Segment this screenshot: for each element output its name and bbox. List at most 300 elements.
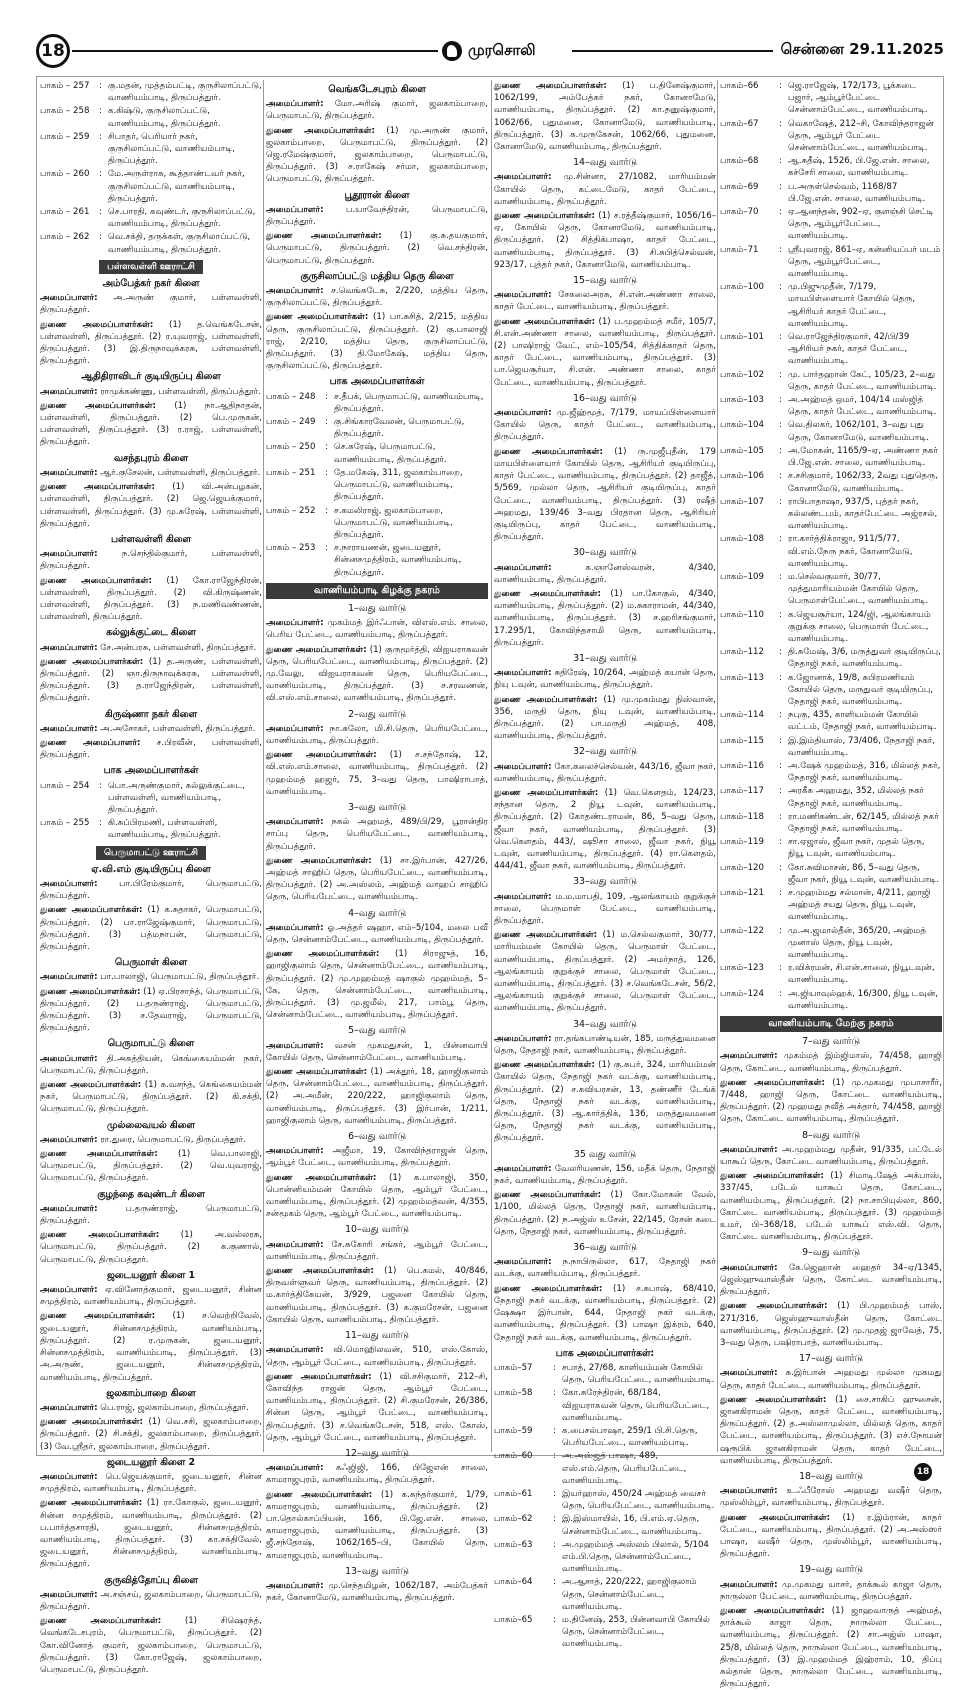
booth-number: பாகம் – 257 [40, 81, 90, 91]
member-names: ரா.துரை, பெருமாபட்டு, திருப்பத்தூர். [97, 1134, 246, 1145]
booth-entry [494, 1425, 716, 1449]
booth-member: சிபாதர், பெரியார் நகர், குருசிலாப்பட்டு, வாணியம்பாடி, திருப்பத்தூர். [108, 131, 235, 167]
booth-number: பாகம்–57 [494, 1362, 533, 1373]
role-label: அமைப்பாளர்: [40, 972, 98, 983]
booth-entry [720, 887, 942, 924]
ward-heading: 7–வது வார்டு [802, 1036, 860, 1048]
separator: : [325, 543, 328, 554]
member-paragraph [266, 1489, 488, 1562]
booth-entry [266, 542, 488, 579]
member-paragraph [266, 723, 488, 747]
booth-entry [494, 1614, 716, 1651]
booth-number: பாகம்–66 [720, 81, 759, 91]
role-label: அமைப்பாளர்: [40, 723, 98, 734]
member-paragraph [266, 125, 488, 186]
member-paragraph [266, 749, 488, 798]
role-label: அமைப்பாளர்: [720, 1144, 778, 1155]
member-paragraph [494, 316, 716, 389]
member-names: (1) அக்தூர், 18, ஹாஜிகுலாம் தெரு, சென்னாம்பேட்டை, வாணியம்பாடி, திருப்பத்தூர். (2) அ.அமீன், 220/222, ஹாஜிகுலாம் தெரு, வாணியம்பாடி, திருப்பத்தூர். (3) இர்பான், 1/211, ஹாஜிகுலாம் தெரு, வாணியம்பாடி, திருப்பத்தூர். [266, 1067, 488, 1126]
role-label: துணை அமைப்பாளர்கள்: [266, 1371, 372, 1382]
branch-heading: குழந்தை கவுண்டர் கிளை [97, 1188, 205, 1200]
booth-entry [720, 80, 942, 117]
separator: : [99, 232, 102, 243]
booth-member: ப.அருள்செல்வம், 1168/87 பி.ஜே.என். சாலை, வாணியம்பாடி. [788, 181, 926, 204]
member-paragraph [494, 1059, 716, 1144]
member-paragraph [40, 642, 262, 654]
booth-member: ஆ.சுதீஷ், 1526, பி.ஜே.என். சாலை, கச்சேரி சாலை, வாணியம்பாடி. [788, 156, 930, 179]
member-names: பெ.ராஜ், ஜலகாம்பாறை, திருப்பத்தூர். [97, 1402, 249, 1413]
member-names: (1) மு.முகம்மது நிஸ்வான், 356, மருதி தெரு, நியு டவுன், வாணியம்பாடி, திருப்பத்தூர். (2) பா.மருதி அஹ்மத், 408, வாணியம்பாடி, திருப்பத்தூர். [494, 694, 716, 742]
branch-heading: ஜலகாம்பாறை கிளை [106, 1387, 196, 1399]
member-names: (1) பெ.கமல், 40/846, திருவள்ளுவர் தெரு, வாணியம்பாடி, திருப்பத்தூர். (2) ம.கார்த்திகேயன், 3/929, பஜனை கோயில் தெரு, வாணியம்பாடி, திருப்பத்தூர். (3) க.குமரேசன், பஜனை கோயில் தெரு, வாணியம்பாடி, திருப்பத்தூர். [266, 1266, 488, 1325]
member-names: ச.பிரவீன், பள்ளவள்ளி, திருப்பத்தூர். [40, 737, 262, 761]
booth-member: தே.மகேஷ், 311, ஜலகாம்பாறை, பெருமாபட்டு, வாணியம்பாடி, திருப்பத்தூர். [334, 467, 463, 503]
separator: : [325, 417, 328, 428]
role-label: அமைப்பாளர்: [720, 1579, 778, 1590]
role-label: அமைப்பாளர்: [494, 1163, 552, 1174]
booth-number: பாகம் – 261 [40, 207, 90, 218]
booth-entry [494, 1450, 716, 1487]
member-paragraph [266, 1580, 488, 1604]
separator: : [325, 391, 328, 402]
member-names: கஃஜிஜி, 166, பிஜேஎன் சாலை, காமராஜபுரம், வாணியம்பாடி, திருப்பத்தூர். [266, 1463, 488, 1486]
column-divider [263, 80, 264, 1452]
branch-heading: பாக அமைப்பாளர்கள் [329, 376, 425, 388]
booth-number: பாகம்–114 [720, 710, 764, 721]
member-names: அஜீமா, 19, கோவிந்தராஜன் தெரு, ஆம்பூர் பேட்டை, வாணியம்பாடி, திருப்பத்தூர். [266, 1146, 488, 1169]
booth-entry [720, 609, 942, 646]
role-label: அமைப்பாளர்: [266, 723, 324, 734]
member-names: சு.இர்பான் அஹமது முல்லா முகமது தெரு, காதர் பேட்டை, வாணியம்பாடி, திருப்பத்தூர். [720, 1368, 942, 1391]
booth-entry [40, 80, 262, 104]
booth-entry [720, 496, 942, 533]
booth-member: ச.முஹம்மது சல்மான், 4/211, ஹாஜி அஹ்மத் சயது தெரு, நியூ டவுன், வாணியம்பாடி. [788, 888, 931, 923]
booth-number: பாகம்–120 [720, 862, 764, 873]
separator: : [779, 207, 782, 218]
member-paragraph [40, 1471, 262, 1495]
column-4 [720, 80, 943, 1690]
booth-number: பாகம் – 255 [40, 818, 90, 829]
booth-entry [266, 505, 488, 542]
booth-entry [720, 836, 942, 860]
member-names: (1) பா.கோகுல், 4/340, வாணியம்பாடி, திருப்பத்தூர். (2) ம.சுகாராமன், 44/340, வாணியம்பாடி, திருப்பத்தூர். (3) ச.ஹரிசங்குமார், 17.295/1, கோவிந்தசாமி தெரு, வாணியம்பாடி, திருப்பத்தூர். [494, 588, 716, 648]
role-label: அமைப்பாளர்: [266, 99, 324, 110]
booth-member: மு. பார்தஹான் கேட், 105/23, 2–வது தெரு, காதர் பேட்டை, வாணியம்பாடி. [788, 369, 937, 392]
dateline: சென்னை 29.11.2025 [773, 40, 944, 60]
booth-entry [720, 571, 942, 608]
footer-page-number: 18 [914, 1463, 932, 1481]
booth-entry [720, 862, 942, 886]
member-names: மு.சின்னா, 27/1082, மாரியம்மன் கோயில் தெரு, கட்டைமேடு, காதர் பேட்டை, வாணியம்பாடி, திருப்பத்தூர். [494, 172, 716, 207]
member-paragraph [40, 986, 262, 1035]
ward-heading: 32–வது வார்டு [573, 746, 637, 758]
member-names: (1) க.பாலாஜி, 350, பொன்னியம்மன் கோயில் தெரு, ஆம்பூர் பேட்டை, வாணியம்பாடி, திருப்பத்தூர். (2) முஹம்மத்வன், 4/355, சன்மூகம் தெரு, ஆம்பூர் பேட்டை, வாணியம்பாடி. [266, 1172, 488, 1220]
booth-member: க.ஜெயசூர்யா, 124/ஜி, ஆலங்காயம் குறுக்கு சாலை, பெருமாள் பேட்டை, வாணியம்பாடி. [788, 609, 931, 644]
booth-number: பாகம்–101 [720, 332, 764, 343]
separator: : [779, 282, 782, 293]
member-names: (1) ப.தினேஷ்குமார், 1062/199, அம்பேத்கர் நகர், கோனாமேடு, வாணியம்பாடி, திருப்பத்தூர். (2) கா.தனுஷ்குமார், 1062/66, புதுமனை, கோனாமேடு, வாணியம்பாடி, திருப்பத்தூர். (3) க.முருகேசன், 1062/66, புதுமனை, கோனாமேடு, வாணியம்பாடி, திருப்பத்தூர். [494, 81, 716, 153]
role-label: துணை அமைப்பாளர்கள்: [266, 231, 382, 242]
member-paragraph [720, 1144, 942, 1168]
booth-number: பாகம்–64 [494, 1577, 533, 1588]
paper-name: முரசொலி [468, 41, 536, 59]
member-names: (1) த.வெங்கடேசன், பள்ளவள்ளி, திருப்பத்தூர். (2) ர.யுவராஜ், பள்ளவள்ளி, திருப்பத்தூர். (3) இ.திருநாவுக்கரசு, பள்ளவள்ளி, திருப்பத்தூர். [40, 319, 262, 367]
ward-heading: 30–வது வார்டு [573, 547, 637, 559]
separator: : [779, 118, 782, 129]
booth-number: பாகம்–124 [720, 988, 764, 999]
booth-member: கி.சுப்பிரமணி, பள்ளவள்ளி, வாணியம்பாடி, திருப்பத்தூர். [108, 818, 221, 841]
member-paragraph [494, 171, 716, 208]
member-names: முகம்மத் இர்ஃபான், விஎஸ்.எம். சாலை, பெரிய பேட்டை, வாணியம்பாடி, திருப்பத்தூர். [266, 618, 488, 641]
member-names: (1) க.வசந்த், கெங்கையம்மன் நகர், பெருமாபட்டு, திருப்பத்தூர். (2) கி.சக்தி, பெருமாபட்டு, திருப்பத்தூர். [40, 1080, 262, 1115]
member-paragraph [40, 319, 262, 368]
member-paragraph [494, 1033, 716, 1057]
booth-number: பாகம்–105 [720, 445, 764, 456]
ward-heading: 12–வது வார்டு [345, 1447, 409, 1459]
member-paragraph [494, 562, 716, 586]
booth-number: பாகம்–116 [720, 760, 764, 771]
member-paragraph [266, 816, 488, 853]
ward-heading: 36–வது வார்டு [573, 1242, 637, 1254]
member-paragraph [266, 1344, 488, 1368]
member-paragraph [266, 644, 488, 705]
role-label: துணை அமைப்பாளர்கள்: [494, 787, 599, 798]
separator: : [779, 471, 782, 482]
separator: : [779, 735, 782, 746]
booth-member: ர.விக்ரமன், சி.என்.சாலை, நியூடவுன், வாணியம்பாடி. [788, 963, 935, 986]
separator: : [779, 156, 782, 167]
booth-number: பாகம்–69 [720, 181, 759, 192]
role-label: துணை அமைப்பாளர்கள்: [720, 1171, 824, 1182]
booth-entry [266, 416, 488, 440]
member-paragraph [720, 1579, 942, 1603]
member-paragraph [40, 1416, 262, 1453]
booth-entry [720, 419, 942, 443]
separator: : [553, 1451, 556, 1462]
member-names: மு.செந்தமிழன், 1062/187, அம்பேத்கர் நகர், கோனாமேடு, வாணியம்பாடி, திருப்பத்தூர். [266, 1580, 488, 1604]
separator: : [779, 244, 782, 255]
member-names: (1) வெ.சசி, ஜலகாம்பாறை, திருப்பத்தூர். (2) சி.சக்தி, ஜலகாம்பாறை, திருப்பத்தூர். (3) வே.ஸ்ரீதர், ஜலகாம்பாறை, திருப்பத்தூர். [40, 1417, 262, 1452]
separator: : [779, 811, 782, 822]
member-names: உ.ஃபீரோஸ் அஹமது வஷீர் தெரு, முஸ்லிம்பூர், வாணியம்பாடி, திருப்பத்தூர். [720, 1486, 942, 1509]
member-paragraph [494, 407, 716, 444]
ward-heading: 34–வது வார்டு [573, 1018, 637, 1030]
role-label: அமைப்பாளர்: [40, 549, 98, 560]
member-names: ம.ம.மாபதி, 109, ஆலங்காயம் குறுக்குச் சாலை, பெருமாள் பேட்டை, வாணியம்பாடி, திருப்பத்தூர். [494, 891, 716, 926]
separator: : [779, 181, 782, 192]
role-label: துணை அமைப்பாளர்கள்: [40, 656, 144, 667]
member-paragraph [266, 285, 488, 309]
ward-heading: 3–வது வார்டு [348, 801, 406, 813]
separator: : [779, 395, 782, 406]
branch-heading: முல்லைவயல் கிளை [107, 1119, 195, 1131]
ward-heading: 13–வது வார்டு [345, 1565, 409, 1577]
member-names: ராமுக்கண்ணு, பள்ளவள்ளி, திருப்பத்தூர். [97, 386, 261, 397]
branch-heading: வெங்கடேசபுரம் கிளை [328, 84, 426, 95]
member-names: நசுல் அஹமத், 489/பி/29, பூரான்திர சாப்பு தெரு, பெரியபேட்டை, வாணியம்பாடி, திருப்பத்தூர். [266, 817, 488, 852]
separator: : [99, 169, 102, 180]
member-paragraph [266, 855, 488, 904]
booth-number: பாகம் – 262 [40, 232, 90, 243]
separator: : [779, 369, 782, 380]
booth-entry [40, 168, 262, 205]
member-names: (1) வெ.கௌதம், 124/23, சந்தான தெரு, 2 நியூ டவுன், வாணியம்பாடி, திருப்பத்தூர். (2) கோதண்டராமன், 86, 5–வது தெரு, ஜீவா நகர், வாணியம்பாடி, திருப்பத்தூர். (3) வெ.கௌதம், 443/, ஷூசா சாலை, ஜீவா நகர், நியூ டவுன், வாணியம்பாடி, திருப்பத்தூர். (4) ரா.கௌதம், 444/41, ஜீவா நகர், வாணியம்பாடி, திருப்பத்தூர். [494, 787, 716, 872]
separator: : [779, 534, 782, 545]
ward-heading: 4–வது வார்டு [348, 907, 406, 919]
booth-number: பாகம் – 259 [40, 131, 90, 142]
booth-number: பாகம் – 248 [266, 391, 316, 402]
member-names: (1) வெ.பாலாஜி, பெருமாபட்டு, திருப்பத்தூர். (2) வெ.யுவராஜ், பெருமாபட்டு, திருப்பத்தூர். [40, 1149, 262, 1184]
separator: : [553, 1514, 556, 1525]
role-label: துணை அமைப்பாளர்கள்: [494, 81, 607, 91]
role-label: துணை அமைப்பாளர்கள்: [266, 1266, 374, 1277]
separator: : [779, 888, 782, 898]
role-label: துணை அமைப்பாளர்கள்: [40, 905, 143, 916]
booth-member: அ.ஆசாத், 220/222, ஹாஜிகுலாம் தெரு, சென்னாம்பேட்டை, வாணியம்பாடி. [562, 1577, 697, 1612]
booth-member: ரா.கார்த்திக்ராஜா, 911/5/77, வி.எம்.நேரு நகர், கோனாமேடு, வாணியம்பாடி. [788, 534, 913, 569]
member-paragraph [720, 1485, 942, 1509]
member-names: நா.சுலோ, மி.சி.தெரு, பெரியபேட்டை, வாணியம்பாடி, திருப்பத்தூர். [266, 723, 488, 746]
role-label: துணை அமைப்பாளர்கள்: [266, 1489, 373, 1500]
role-label: துணை அமைப்பாளர்கள்: [40, 1080, 142, 1091]
role-label: துணை அமைப்பாளர்கள்: [720, 1077, 825, 1088]
booth-member: தி.சுமேஷ், 3/6, மருத்துவர் குடியிருப்பு, நேதாஜி நகர், வாணியம்பாடி. [788, 647, 941, 670]
booth-member: இ.இஸ்மாயில், 16, பி.எம்.ஏ.தெரு, சென்னாம்பேட்டை, வாணியம்பாடி. [562, 1514, 702, 1537]
member-paragraph [40, 656, 262, 705]
booth-number: பாகம் – 254 [40, 780, 90, 791]
member-paragraph [40, 1229, 262, 1266]
member-paragraph [494, 891, 716, 928]
role-label: அமைப்பாளர்: [494, 1257, 552, 1268]
booth-member: அ.ஷேக் முஹம்மத், 316, மில்லத் நகர், நேதாஜி நகர், வாணியம்பாடி. [788, 760, 941, 784]
role-label: துணை அமைப்பாளர்கள்: [494, 588, 601, 599]
role-label: துணை அமைப்பாளர்கள்: [494, 316, 596, 327]
member-names: (1) ஏ.பிரசாந்த், பெருமாபட்டு, திருப்பத்தூர். (2) ப.தருண்ராஜ், பெருமாபட்டு, திருப்பத்தூர். (3) ச.தேவராஜ், பெருமாபட்டு, திருப்பத்தூர். [40, 986, 263, 1034]
ward-heading: 35 வது வார்டு [573, 1148, 637, 1160]
role-label: அமைப்பாளர்: [40, 1589, 98, 1600]
member-names: க.ஞானேஸ்வரன், 4/340, வாணியம்பாடி, திருப்பத்தூர். [494, 562, 716, 585]
booth-entry [494, 1576, 716, 1613]
role-label: துணை அமைப்பாளர்கள்: [266, 949, 380, 960]
member-paragraph [40, 575, 262, 624]
booth-entry [494, 1387, 716, 1424]
booth-number: பாகம்–63 [494, 1539, 533, 1550]
booth-member: ஜெ.ராஜேஷ், 172/173, பூக்கடை பஜார், ஆம்பூர்பேட்டை சென்னாம்பேட்டை, வாணியம்பாடி. [788, 81, 928, 116]
booth-member: மு.பிஜுமுதீன், 7/179, மாயபிள்ளையார் கோயில் தெரு, ஆசிரியர் காதர் பேட்டை, வாணியம்பாடி. [788, 282, 916, 329]
booth-number: பாகம்–62 [494, 1514, 533, 1525]
header-rule-left [72, 50, 438, 52]
member-paragraph [494, 289, 716, 313]
member-paragraph [40, 1589, 262, 1613]
ward-heading: 14–வது வார்டு [573, 157, 637, 169]
member-names: பெ.ஜெயக்குமார், ஜடையனூர், சின்ன சமுத்திரம், வாணியம்பாடி, திருப்பத்தூர். [40, 1471, 262, 1495]
member-names: (1) கு.சுபர், 324, மாரியம்மன் கோயில் தெரு, நேதாஜி நகர் வடக்கு, வாணியம்பாடி, திருப்பத்தூர். (2) ச.கவியரசன், 13, தண்ணீர் டேங்க் தெரு, நேதாஜி நகர் வடக்கு, வாணியம்பாடி, திருப்பத்தூர். (3) ஆ.கார்த்திக், 136, மருத்துவமனை தெரு, நேதாஜி நகர் வடக்கு, வாணியம்பாடி, திருப்பத்தூர். [494, 1060, 717, 1144]
ward-heading: 11–வது வார்டு [345, 1330, 409, 1342]
member-names: (1) ஜாஹவாருத் அஹ்மத், தாக்கூல் காஜா தெரு, நாருல்லா பேட்டை, வாணியம்பாடி, திருப்பத்தூர். (2) சா.அஜ்ஸ் பாஷா, 25/8, மில்லத் தெரு, நாருல்லா பேட்டை, வாணியம்பாடி, திருப்பத்தூர். (3) இ.முஹம்மத் இஹ்ராம், 10, திப்பு சுல்தான் தெரு, நாருல்லா பேட்டை, வாணியம்பாடி, திருப்பத்தூர். [720, 1605, 942, 1690]
booth-number: பாகம் – 252 [266, 505, 316, 516]
member-paragraph [266, 922, 488, 946]
booth-entry [720, 445, 942, 469]
booth-entry [720, 988, 942, 1012]
member-paragraph [40, 1310, 262, 1383]
booth-entry [720, 533, 942, 570]
separator: : [553, 1388, 556, 1399]
ward-heading: 31–வது வார்டு [573, 652, 637, 664]
member-paragraph [266, 1239, 488, 1263]
booth-entry [720, 281, 942, 330]
member-names: ரா.தங்கபாண்டியன், 185, மருத்துவமனை தெரு, நேதாஜி நகர், வாணியம்பாடி, திருப்பத்தூர். [494, 1033, 716, 1057]
role-label: அமைப்பாளர்: [40, 467, 98, 478]
member-paragraph [720, 1077, 942, 1126]
separator: : [779, 609, 782, 620]
booth-member: ம.தினேஷ், 253, பின்னவாபி கோயில் தெரு, சென்னாம்பேட்டை, வாணியம்பாடி. [562, 1614, 710, 1650]
member-names: (1) க.சுந்தர்குமார், 1/79, காமராஜபுரம், வாணியம்பாடி, திருப்பத்தூர். (2) பா.தொல்காப்பியன், 166, பி.ஜே.என். சாலை, காமராஜபுரம், வாணியம்பாடி, திருப்பத்தூர். (3) ஜீ.சந்தோஷ், 1062/165–பி, கோயில் தெரு, காமராஜபுரம், வாணியம்பாடி. [266, 1489, 488, 1561]
booth-entry [494, 1539, 716, 1576]
separator: : [325, 467, 328, 478]
masthead-logo [438, 38, 568, 64]
member-paragraph [40, 1203, 262, 1227]
role-label: துணை அமைப்பாளர்கள்: [266, 855, 372, 866]
member-paragraph [494, 210, 716, 271]
branch-heading: வசந்தபுரம் கிளை [114, 452, 188, 464]
booth-member: ச.நாராயணன், ஜடையனூர், சின்னசமுத்திரம், வாணியம்பாடி, திருப்பத்தூர். [334, 543, 462, 578]
separator: : [99, 131, 102, 142]
ward-heading: 9–வது வார்டு [802, 1247, 860, 1259]
booth-entry [720, 760, 942, 784]
member-paragraph [266, 1265, 488, 1326]
booth-member: சபாத், 27/68, காளியம்மன் கோயில் தெரு, பெரியபேட்டை, வாணியம்பாடி. [562, 1362, 715, 1386]
member-paragraph [266, 204, 488, 228]
member-names: (1) ர.இம்ரான், காதர் பேட்டை, வாணியம்பாடி, திருப்பத்தூர். (2) அ.அஸ்ஸர் பாஷா, வஷீர் தெரு, முஸ்லிம்பூர், வாணியம்பாடி, திருப்பத்தூர். [720, 1512, 942, 1560]
member-names: சே.அன்பரசு, பள்ளவள்ளி, திருப்பத்தூர். [97, 642, 257, 653]
ward-heading: 18–வது வார்டு [799, 1470, 863, 1482]
booth-number: பாகம் – 251 [266, 467, 316, 478]
booth-entry [720, 735, 942, 759]
member-paragraph [40, 904, 262, 953]
branch-heading: பெருமாள் கிளை [114, 957, 188, 969]
member-names: (1) வி.அன்பழகன், பள்ளவள்ளி, திருப்பத்தூர். (2) ஜெ.ஜெயக்குமார், பள்ளவள்ளி, திருப்பத்தூர். (3) மு.சுரேஷ், பள்ளவள்ளி, திருப்பத்தூர். [40, 482, 263, 529]
separator: : [779, 837, 782, 848]
branch-heading: குருவித்தோப்பு கிளை [104, 1574, 198, 1586]
booth-member: கோ.சுவிமாசன், 86, 5–வது தெரு, ஜீவா நகர், நியூ டவுன், வாணியம்பாடி. [788, 862, 940, 885]
booth-number: பாகம்–104 [720, 420, 764, 431]
role-label: அமைப்பாளர்: [40, 878, 98, 889]
booth-number: பாகம்–112 [720, 647, 764, 658]
booth-member: கோ.சுரேந்திரன், 68/184, விஐயராகவன் தெரு, பெரியபேட்டை, வாணியம்பாடி. [562, 1388, 710, 1423]
role-label: அமைப்பாளர்: [40, 1203, 98, 1214]
branch-heading: பள்ளவள்ளி கிளை [111, 533, 191, 545]
booth-entry [720, 672, 942, 709]
member-paragraph [266, 1145, 488, 1169]
role-label: அமைப்பாளர்: [720, 1262, 778, 1273]
separator: : [553, 1488, 556, 1499]
separator: : [779, 963, 782, 974]
role-label: அமைப்பாளர்: [494, 668, 552, 679]
booth-member: க.பைசல்பாஷா, 259/1 பி.சி.தெரு, பெரியபேட்டை, வாணியம்பாடி. [562, 1425, 698, 1449]
booth-entry [720, 962, 942, 986]
member-names: சேகலைஅரசு, சி.என்.அண்ணா சாலை, காதர் பேட்டை, வாணியம்பாடி, திருப்பத்தூர். [494, 290, 716, 313]
booth-member: க.ஜோனாக், 19/8, சுபிரமணியம் கோயில் தெரு, மருதுவர் குடியிருப்பு, நேதாஜி நகர், வாணியம்பாடி. [788, 672, 933, 707]
member-paragraph [494, 446, 716, 544]
member-paragraph [40, 1402, 262, 1414]
booth-entry [40, 780, 262, 817]
booth-entry [494, 1513, 716, 1537]
role-label: அமைப்பாளர்: [494, 891, 552, 902]
role-label: துணை அமைப்பாளர்கள்: [494, 1060, 595, 1071]
booth-number: பாகம்–71 [720, 244, 759, 255]
role-label: துணை அமைப்பாளர்கள்: [494, 446, 603, 457]
member-names: வேலரியணன், 156, மதீக் தெரு, நேதாஜி நகர், வாணியம்பாடி, திருப்பத்தூர். [494, 1163, 716, 1187]
booth-number: பாகம்–100 [720, 282, 764, 293]
role-label: அமைப்பாளர்: [40, 1134, 98, 1145]
member-paragraph [494, 667, 716, 691]
booth-entry [720, 331, 942, 368]
booth-number: பாகம்–122 [720, 925, 764, 936]
role-label: துணை அமைப்பாளர்கள்: [40, 1230, 160, 1241]
role-label: துணை அமைப்பாளர்கள்: [266, 125, 375, 136]
member-paragraph [720, 1367, 942, 1391]
booth-member: மே.அருள்ராசு, கூத்தாண்டவர் நகர், குருசிலாப்பட்டு, வாணியம்பாடி, திருப்பத்தூர். [108, 169, 245, 204]
role-label: அமைப்பாளர்: [266, 1463, 324, 1474]
page-number-badge: 18 [36, 34, 70, 68]
member-names: (1) ம.செல்வகுமார், 30/77, மாரியம்மன் கோயில் தெரு, பெருமாள் பேட்டை, வாணியம்பாடி, திருப்பத்தூர். (2) அமர்நாத், 126, ஆலங்காயம் குறுக்குச் சாலை, பெருமாள் பேட்டை, வாணியம்பாடி, திருப்பத்தூர். (3) ச.வெங்கடேசன், 56/2, ஆலங்காயம் குறுக்குச் சாலை, பெருமாள் பேட்டை, வாணியம்பாடி, திருப்பத்தூர். [494, 930, 716, 1014]
separator: : [325, 442, 328, 453]
member-names: (1) சிமாடி.ஷேத் அக்பாஸ், 337/45, படேல் யாகூப் தெரு, கோட்டை, வாணியம்பாடி, திருப்பத்தூர். (2) நா.சாபியுல்லா, 860, கோட்டை வாணியம்பாடி, திருப்பத்தூர். (3) முஹம்மத் உமர், பி–368/18, படேல் யாகூப் எஸ்.வி. தெரு, கோட்டை வாணியம்பாடி, திருப்பத்தூர். [720, 1171, 942, 1243]
booth-member: செ.பாரதி, கவுண்டர், குருசிலாப்பட்டு, வாணியம்பாடி, திருப்பத்தூர். [108, 207, 256, 230]
booth-entry [720, 244, 942, 281]
booth-member: அ.முஹம்மத் அஸ்லம் பிலால், 5/104 எம்.பி.தெரு, சென்னாம்பேட்டை, வாணியம்பாடி. [562, 1539, 709, 1575]
member-names: (1) பா.சுசித், 2/215, மத்திய தெரு, குருசிலாப்பட்டு, திருப்பத்தூர். (2) கு.பாலாஜி ராஜ், 2/210, மத்திய தெரு, குருசிலாப்பட்டு, திருப்பத்தூர். (3) தி.மோகேஷ், மத்திய தெரு, குருசிலாப்பட்டு, திருப்பத்தூர். [266, 312, 488, 372]
booth-member: ஏ.ஆனந்தன், 902–ஏ, குளஞ்சி செட்டி தெரு, ஆம்பூர்பேட்டை, வாணியம்பாடி. [788, 207, 934, 242]
booth-entry [40, 231, 262, 255]
booth-member: பொ.அருண்குமார், கல்லுக்குட்டை, பள்ளவள்ளி, வாணியம்பாடி, திருப்பத்தூர். [108, 780, 245, 815]
member-names: (1) சை.சாகிப் ஹுசைன், ஜானகிராமன் தெரு, காதர் பேட்டை, வாணியம்பாடி, திருப்பத்தூர். (2) த.அஸ்லாமுல்லா, மில்லத் தெரு, காதர் பேட்டை, வாணியம்பாடி, திருப்பத்தூர். (3) எச்.நோமன் ஷரூபிக் ஜானகிராமன் தெரு, காதர் பேட்டை, வாணியம்பாடி, திருப்பத்தூர். [720, 1394, 942, 1466]
role-label: அமைப்பாளர்: [720, 1368, 778, 1379]
member-names: ந.நாபிருல்லா, 617, நேதாஜி நகர் வடக்கு, வாணியம்பாடி, திருப்பத்தூர். [494, 1257, 716, 1280]
booth-number: பாகம்–110 [720, 609, 764, 620]
member-paragraph [720, 1050, 942, 1074]
member-paragraph [40, 1148, 262, 1185]
booth-entry [720, 925, 942, 962]
member-names: மு.ஜீஹ்மூத், 7/179, மாயப்பிள்ளையார் கோயில் தெரு, காதர் பேட்டை, வாணியம்பாடி, திருப்பத்தூர். [494, 408, 716, 443]
member-names: முகம்மத் இம்ஜிமாஸ், 74/458, ஹாஜி தெரு, கோட்டை, வாணியம்பாடி, திருப்பத்தூர். [720, 1051, 942, 1074]
separator: : [99, 207, 102, 218]
member-names: (1) ச.ரத்தீஷ்குமார், 1056/16–ஏ, கோயில் தெரு, கோனாமேடு, வாணியம்பாடி, திருப்பத்தூர். (2) சித்திக்பாஷா, காதர் பேட்டை, வாணியம்பாடி, திருப்பத்தூர். (3) சி.சுபித்செல்வன், 923/17, புத்தர் நகர், கோனாமேடு, வாணியம்பாடி. [494, 211, 717, 270]
separator: : [779, 988, 782, 999]
member-names: கோ.கலைச்செல்வன், 443/16, ஜீவா நகர், வாணியம்பாடி, திருப்பத்தூர். [494, 761, 716, 784]
member-paragraph [494, 588, 716, 649]
role-label: துணை அமைப்பாளர்கள்: [266, 644, 367, 655]
role-label: அமைப்பாளர்: [40, 642, 98, 653]
role-label: துணை அமைப்பாளர்கள்: [494, 211, 595, 222]
branch-heading: ஆதிதிராவிடர் குடியிருப்பு கிளை [81, 371, 221, 383]
member-names: ஆர்.குசேலன், பள்ளவள்ளி, திருப்பத்தூர். [97, 467, 261, 478]
member-names: வி.மொஹிலவன், 510, எஸ்.கோஸ், தெரு, ஆம்பூர் பேட்டை, வாணியம்பாடி, திருப்பத்தூர். [266, 1345, 488, 1368]
member-names: அ.அசோகர், பள்ளவள்ளி, திருப்பத்தூர். [97, 723, 256, 734]
member-names: ச.வெங்கடேசு, 2/220, மத்திய தெரு, குருசிலாப்பட்டு, திருப்பத்தூர். [266, 286, 488, 309]
booth-member: அ.மோகன், 1165/9–ஏ, அண்ணா நகர் பி.ஜே.என். சாலை, வாணியம்பாடி. [788, 445, 938, 469]
booth-number: பாகம்–113 [720, 672, 764, 683]
member-paragraph [266, 1066, 488, 1127]
member-names: (1) நா.ஆதிநாதன், பள்ளவள்ளி, திருப்பத்தூர். (2) பெ.முருகன், பள்ளவள்ளி, திருப்பத்தூர். (3) ர.ராஜ், பள்ளவள்ளி, திருப்பத்தூர். [40, 400, 262, 448]
booth-member: கு.மதன், முத்தம்பட்டி, குருசிலாப்பட்டு, வாணியம்பாடி, திருப்பத்தூர். [108, 81, 262, 104]
booth-member: இ.இம்தியாஸ், 73/406, நேதாஜி நகர், வாணியம்பாடி. [788, 735, 936, 758]
member-paragraph [40, 1284, 262, 1308]
member-paragraph [266, 948, 488, 1021]
role-label: அமைப்பாளர்: [266, 817, 324, 828]
member-names: ந.செந்தில்குமார், பள்ளவள்ளி, திருப்பத்தூர். [40, 549, 262, 572]
booth-entry [720, 470, 942, 494]
